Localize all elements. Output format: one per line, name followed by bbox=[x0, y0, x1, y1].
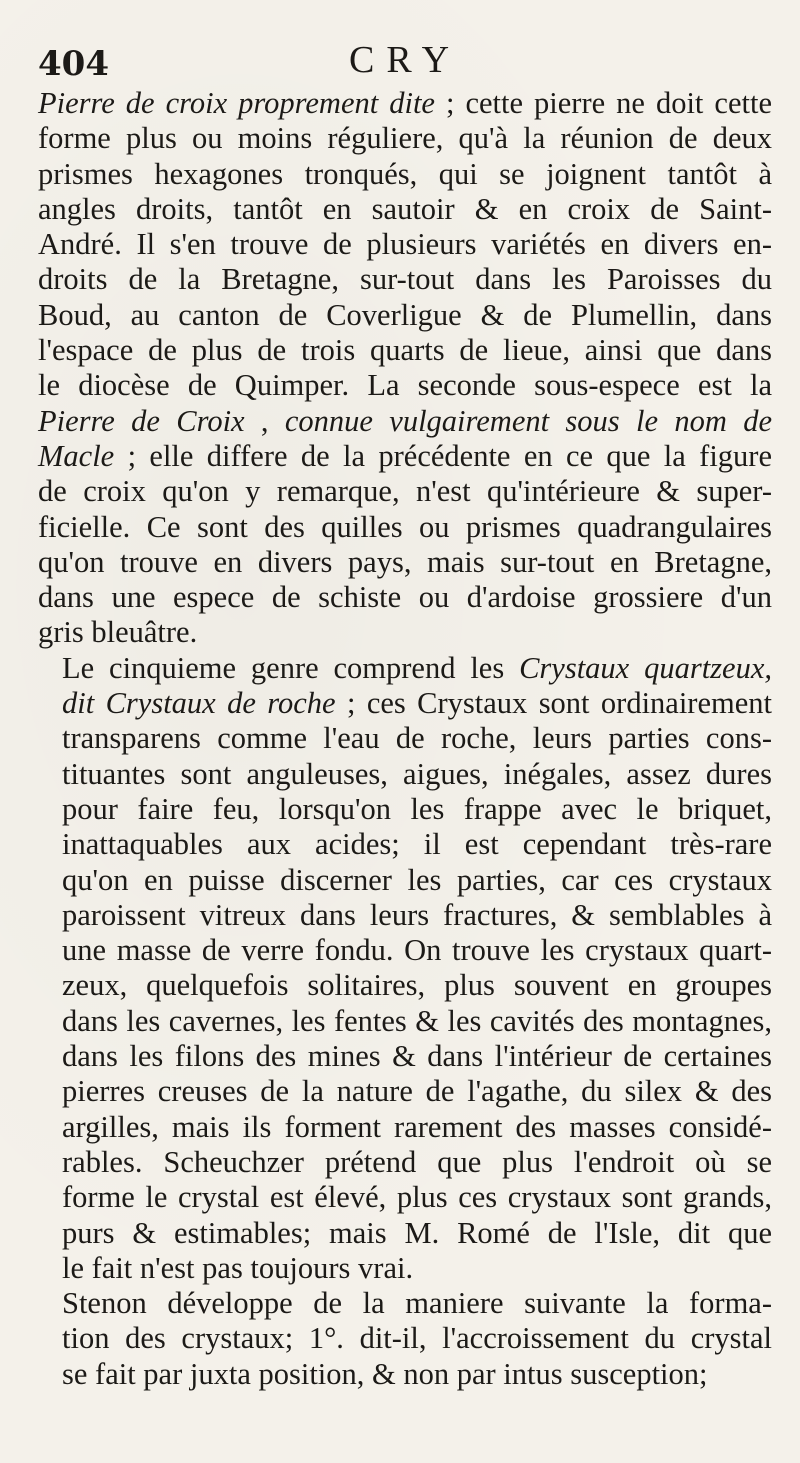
text-line bbox=[38, 121, 772, 156]
text-run: se fait par juxta position, & non par intus susception; bbox=[62, 1356, 708, 1391]
text-line bbox=[38, 933, 772, 968]
text-line bbox=[38, 863, 772, 898]
text-line bbox=[38, 404, 772, 439]
text-run: Boud, au canton de Coverligue & de Plumellin, dans bbox=[38, 297, 772, 332]
page-number: 404 bbox=[38, 44, 109, 84]
text-line bbox=[38, 227, 772, 262]
text-line bbox=[38, 827, 772, 862]
text-line bbox=[38, 686, 772, 721]
paragraph bbox=[38, 1286, 772, 1392]
text-run: Le cinquieme genre comprend les bbox=[62, 650, 520, 685]
body-text bbox=[38, 86, 772, 1392]
text-line bbox=[38, 1180, 772, 1215]
text-run: tion des crystaux; 1°. dit-il, l'accroissement du crystal bbox=[62, 1321, 772, 1356]
italic-text: Macle bbox=[38, 438, 115, 473]
text-line bbox=[38, 1357, 772, 1392]
text-run: dans les cavernes, les fentes & les cavités des montagnes, bbox=[62, 1003, 772, 1038]
paragraph bbox=[38, 651, 772, 1286]
text-run: pour faire feu, lorsqu'on les frappe avec le briquet, bbox=[62, 791, 772, 826]
italic-text: dit Crystaux de roche bbox=[62, 686, 336, 721]
paragraph bbox=[38, 86, 772, 651]
italic-text: Crystaux quartzeux, bbox=[519, 650, 772, 685]
text-line bbox=[38, 1145, 772, 1180]
text-line bbox=[38, 1004, 772, 1039]
text-line bbox=[38, 192, 772, 227]
text-run: prismes hexagones tronqués, qui se joignent tantôt à bbox=[38, 156, 772, 191]
text-line bbox=[38, 792, 772, 827]
text-run: qu'on en puisse discerner les parties, car ces crystaux bbox=[62, 862, 772, 897]
text-run: tituantes sont anguleuses, aigues, inégales, assez dures bbox=[62, 756, 772, 791]
text-run: dans les filons des mines & dans l'intérieur de certaines bbox=[62, 1039, 772, 1074]
italic-text: Pierre de Croix bbox=[38, 403, 245, 438]
italic-text: Pierre de croix proprement dite bbox=[38, 86, 435, 120]
text-run: transparens comme l'eau de roche, leurs parties cons- bbox=[62, 721, 772, 756]
text-run: , bbox=[244, 403, 285, 438]
text-run: pierres creuses de la nature de l'agathe, du silex & des bbox=[62, 1074, 772, 1109]
text-line bbox=[38, 651, 772, 686]
italic-text: connue vulgairement sous le nom de bbox=[284, 403, 773, 438]
text-line bbox=[38, 968, 772, 1003]
text-run: paroissent vitreux dans leurs fractures, & semblables à bbox=[62, 897, 772, 932]
text-line bbox=[38, 1074, 772, 1109]
text-line bbox=[38, 615, 772, 650]
page-header bbox=[38, 32, 772, 86]
text-run: de croix qu'on y remarque, n'est qu'intérieure & super- bbox=[38, 474, 772, 509]
text-run: rables. Scheuchzer prétend que plus l'endroit où se bbox=[62, 1144, 772, 1179]
text-line bbox=[38, 157, 772, 192]
text-line bbox=[38, 898, 772, 933]
text-line bbox=[38, 333, 772, 368]
text-run: ; elle differe de la précédente en ce que la figure bbox=[114, 438, 772, 473]
text-line bbox=[38, 1110, 772, 1145]
text-line bbox=[38, 721, 772, 756]
text-line bbox=[38, 1286, 772, 1321]
text-line bbox=[38, 298, 772, 333]
text-run: angles droits, tantôt en sautoir & en croix de Saint- bbox=[38, 191, 772, 226]
text-run: le diocèse de Quimper. La seconde sous-espece est la bbox=[38, 368, 772, 403]
text-run: forme plus ou moins réguliere, qu'à la réunion de deux bbox=[38, 121, 772, 156]
text-run: le fait n'est pas toujours vrai. bbox=[62, 1250, 414, 1285]
text-run: argilles, mais ils forment rarement des masses considé- bbox=[62, 1109, 772, 1144]
text-run: zeux, quelquefois solitaires, plus souvent en groupes bbox=[62, 968, 772, 1003]
text-run: une masse de verre fondu. On trouve les crystaux quart- bbox=[62, 933, 772, 968]
text-run: ficielle. Ce sont des quilles ou prismes quadrangulaires bbox=[38, 509, 772, 544]
text-run: droits de la Bretagne, sur-tout dans les Paroisses du bbox=[38, 262, 772, 297]
text-run: inattaquables aux acides; il est cependant très-rare bbox=[62, 827, 772, 862]
text-line bbox=[38, 474, 772, 509]
running-head: CRY bbox=[348, 39, 462, 81]
text-line bbox=[38, 1321, 772, 1356]
text-run: ; cette pierre ne doit cette bbox=[434, 86, 772, 120]
text-line bbox=[38, 580, 772, 615]
text-run: Stenon développe de la maniere suivante la forma- bbox=[62, 1286, 772, 1321]
text-line bbox=[38, 86, 772, 121]
text-run: dans une espece de schiste ou d'ardoise grossiere d'un bbox=[38, 580, 772, 615]
text-line bbox=[38, 1251, 772, 1286]
text-line bbox=[38, 262, 772, 297]
text-line bbox=[38, 439, 772, 474]
text-run: l'espace de plus de trois quarts de lieue, ainsi que dans bbox=[38, 333, 772, 368]
text-run: André. Il s'en trouve de plusieurs variétés en divers en- bbox=[38, 227, 772, 262]
text-run: forme le crystal est élevé, plus ces crystaux sont grands, bbox=[62, 1180, 772, 1215]
text-line bbox=[38, 1039, 772, 1074]
text-line bbox=[38, 368, 772, 403]
text-line bbox=[38, 510, 772, 545]
text-line bbox=[38, 1216, 772, 1251]
text-run: gris bleuâtre. bbox=[38, 615, 198, 650]
text-line bbox=[38, 545, 772, 580]
text-run: qu'on trouve en divers pays, mais sur-tout en Bretagne, bbox=[38, 544, 772, 579]
text-line bbox=[38, 757, 772, 792]
text-run: purs & estimables; mais M. Romé de l'Isle, dit que bbox=[62, 1215, 772, 1250]
text-run: ; ces Crystaux sont ordinairement bbox=[335, 686, 772, 721]
